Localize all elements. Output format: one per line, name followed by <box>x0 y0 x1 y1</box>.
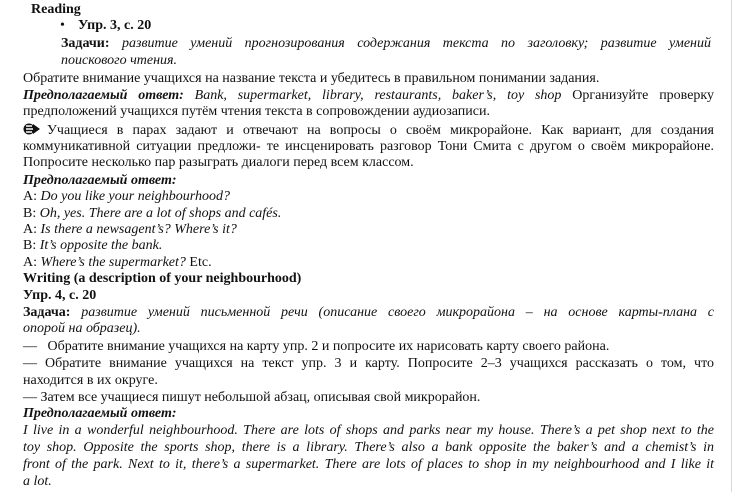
exercise-heading: • Упр. 3, с. 20 <box>60 18 152 33</box>
model-text-line-4: a lot. <box>23 474 52 489</box>
model-text-line-3: front of the park. Next to it, there’s a supermarket. There are lots of places to shop in my neighbourhood and I like it <box>23 457 714 472</box>
exercise-heading: Упр. 4, с. 20 <box>23 288 97 303</box>
pair-work-line-2: коммуникативной ситуации предложи- те инсценировать разговор Тони Смита с другом о своём микрорайоне. <box>23 139 714 154</box>
answer-line-1: Предполагаемый ответ: Bank, supermarket, library, restaurants, baker’s, toy shop Организуйте проверку <box>23 88 715 103</box>
pair-work-line-3: Попросите несколько пар разыграть диалоги перед всем классом. <box>23 155 414 170</box>
pair-work-arrow-icon <box>23 122 41 136</box>
task-line-2: опорой на образец). <box>23 321 141 336</box>
section-heading-writing: Writing (a description of your neighbourhood) <box>23 271 302 286</box>
dialogue-line: A: Where’s the supermarket? Etc. <box>23 255 212 270</box>
step-1: — Обратите внимание учащихся на карту упр. 2 и попросите их нарисовать карту своего района. <box>23 339 610 354</box>
model-text-line-1: I live in a wonderful neighbourhood. There are lots of shops and parks near my house. There’s a pet shop next to the <box>23 423 714 438</box>
dialogue-line: A: Do you like your neighbourhood? <box>23 189 230 204</box>
instruction-text: Обратите внимание учащихся на название текста и убедитесь в правильном понимании задания. <box>23 71 600 86</box>
page-border <box>731 0 732 492</box>
dialogue-line: A: Is there a newsagent’s? Where’s it? <box>23 222 237 237</box>
bullet-icon: • <box>60 18 65 33</box>
tasks-line-1: Задачи: развитие умений прогнозирования содержания текста по заголовку; развитие умений <box>61 36 711 51</box>
task-line-1: Задача: развитие умений письменной речи (описание своего микрорайона – на основе карты-плана с <box>23 305 715 320</box>
dash-icon: — <box>23 356 37 371</box>
tasks-line-2: поискового чтения. <box>61 53 178 68</box>
step-3: — Затем все учащиеся пишут небольшой абзац, описывая свой микрорайон. <box>23 390 481 405</box>
model-text-line-2: toy shop. Opposite the sports shop, there is a library. There’s also a bank opposite the baker’s and a chemist’s in <box>23 440 714 455</box>
step-2-line-2: находится в их округе. <box>23 373 158 388</box>
answer2-label: Предполагаемый ответ: <box>23 173 177 188</box>
answer-line-2: предположений учащихся путём чтения текста в сопровождении аудиозаписи. <box>23 104 490 119</box>
dialogue-line: B: Oh, yes. There are a lot of shops and cafés. <box>23 206 282 221</box>
step-2-line-1: — Обратите внимание учащихся на текст упр. 3 и карту. Попросите 2–3 учащихся рассказать о том, что <box>23 356 714 371</box>
dialogue-line: B: It’s opposite the bank. <box>23 238 163 253</box>
dash-icon: — <box>23 390 37 405</box>
pair-work-line-1: Учащиеся в парах задают и отвечают на вопросы о своём микрорайоне. Как вариант, для создания <box>23 122 714 138</box>
section-heading-reading: Reading <box>31 2 81 17</box>
dash-icon: — <box>23 339 37 354</box>
answer3-label: Предполагаемый ответ: <box>23 406 177 421</box>
